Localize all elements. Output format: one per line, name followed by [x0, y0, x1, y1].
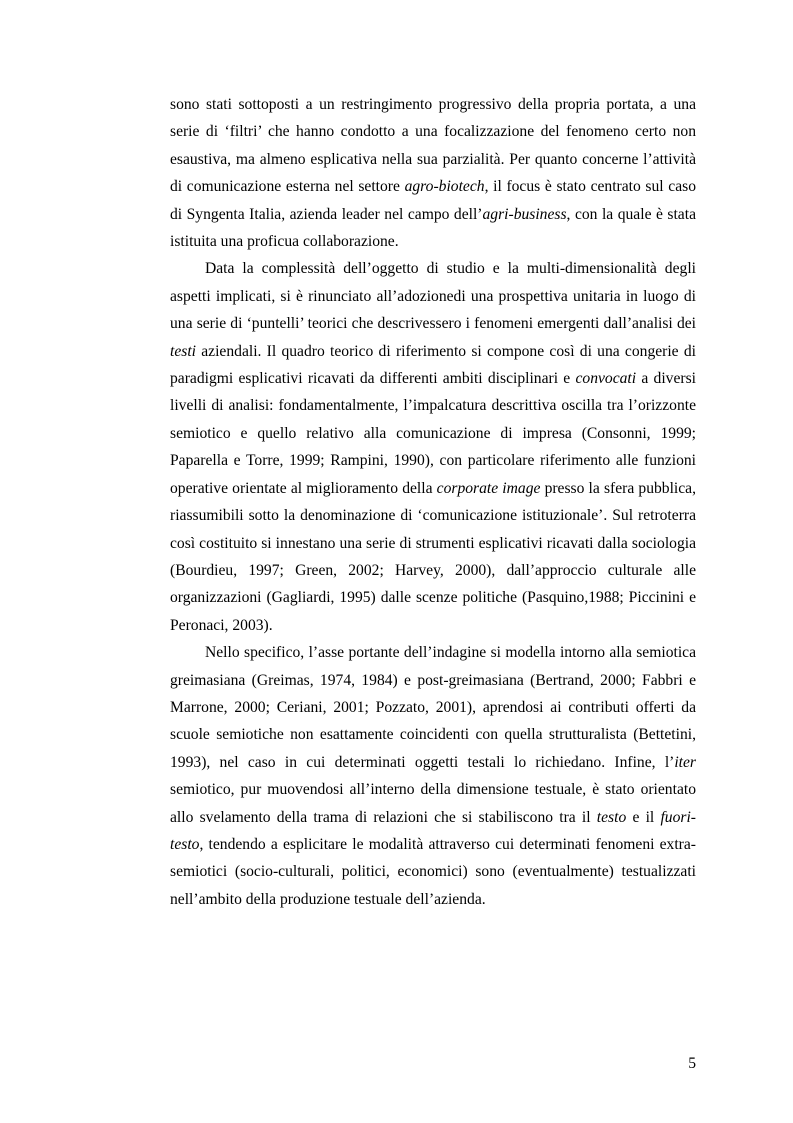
italic-text-run: convocati	[575, 370, 637, 388]
text-run: , con la quale è stata istituita una proficua collaborazione.	[170, 205, 696, 251]
italic-text-run: agro-biotech	[404, 178, 485, 196]
paragraph-1	[170, 91, 696, 255]
paragraph-2	[170, 255, 696, 639]
text-run: sono stati sottoposti a un restringimento progressivo della propria portata, a una serie di ‘filtri’ che hanno condotto a una focalizzazione del fenomeno certo non esaustiva, ma almeno esplicativa nella sua parzialità. Per quanto concerne l’attività di comunicazione esterna nel settore	[170, 96, 696, 196]
text-run: presso la sfera pubblica, riassumibili sotto la denominazione di ‘comunicazione istituzionale’. Sul retroterra così costituito si innestano una serie di strumenti esplicativi ricavati dalla sociologia (Bourdieu, 1997; Green, 2002; Harvey, 2000), dall’approccio culturale alle organizzazioni (Gagliardi, 1995) dalle scenze politiche (Pasquino,1988; Piccinini e Peronaci, 2003).	[170, 479, 696, 634]
italic-text-run: agri-business	[482, 205, 567, 223]
paragraph-3	[170, 639, 696, 913]
text-run: , tendendo a esplicitare le modalità attraverso cui determinati fenomeni extra-semiotici (socio-culturali, politici, economici) sono (eventualmente) testualizzati nell’ambito della produzione testuale dell’azienda.	[170, 835, 696, 908]
body-text	[170, 91, 696, 913]
text-run: Nello specifico, l’asse portante dell’indagine si modella intorno alla semiotica greimasiana (Greimas, 1974, 1984) e post-greimasiana (Bertrand, 2000; Fabbri e Marrone, 2000; Ceriani, 2001; Pozzato, 2001), aprendosi ai contributi offerti da scuole semiotiche non esattamente coincidenti con quella strutturalista (Bettetini, 1993), nel caso in cui determinati oggetti testali lo richiedano. Infine, l’	[170, 644, 696, 771]
italic-text-run: testo	[596, 808, 627, 826]
italic-text-run: testi	[170, 342, 196, 360]
page-number: 5	[688, 1055, 696, 1072]
italic-text-run: iter	[674, 753, 696, 771]
text-run: e il	[626, 808, 661, 826]
text-run: , il focus è stato centrato sul caso di Syngenta Italia, azienda leader nel campo dell’	[170, 178, 696, 223]
text-run: a diversi livelli di analisi: fondamentalmente, l’impalcatura descrittiva oscilla tra l’orizzonte semiotico e quello relativo alla comunicazione di impresa (Consonni, 1999; Paparella e Torre, 1999; Rampini, 1990), con particolare riferimento alle funzioni operative orientate al miglioramento della	[170, 370, 696, 497]
text-run: Data la complessità dell’oggetto di studio e la multi-dimensionalità degli aspetti implicati, si è rinunciato all’adozionedi una prospettiva unitaria in luogo di una serie di ‘puntelli’ teorici che descrivessero i fenomeni emergenti dall’analisi dei	[170, 260, 696, 333]
text-run: aziendali. Il quadro teorico di riferimento si compone così di una congerie di paradigmi esplicativi ricavati da differenti ambiti disciplinari e	[170, 342, 696, 388]
text-run: semiotico, pur muovendosi all’interno della dimensione testuale, è stato orientato allo svelamento della trama di relazioni che si stabiliscono tra il	[170, 781, 696, 826]
italic-text-run: corporate image	[436, 479, 541, 497]
italic-text-run: fuori-testo	[170, 808, 696, 853]
